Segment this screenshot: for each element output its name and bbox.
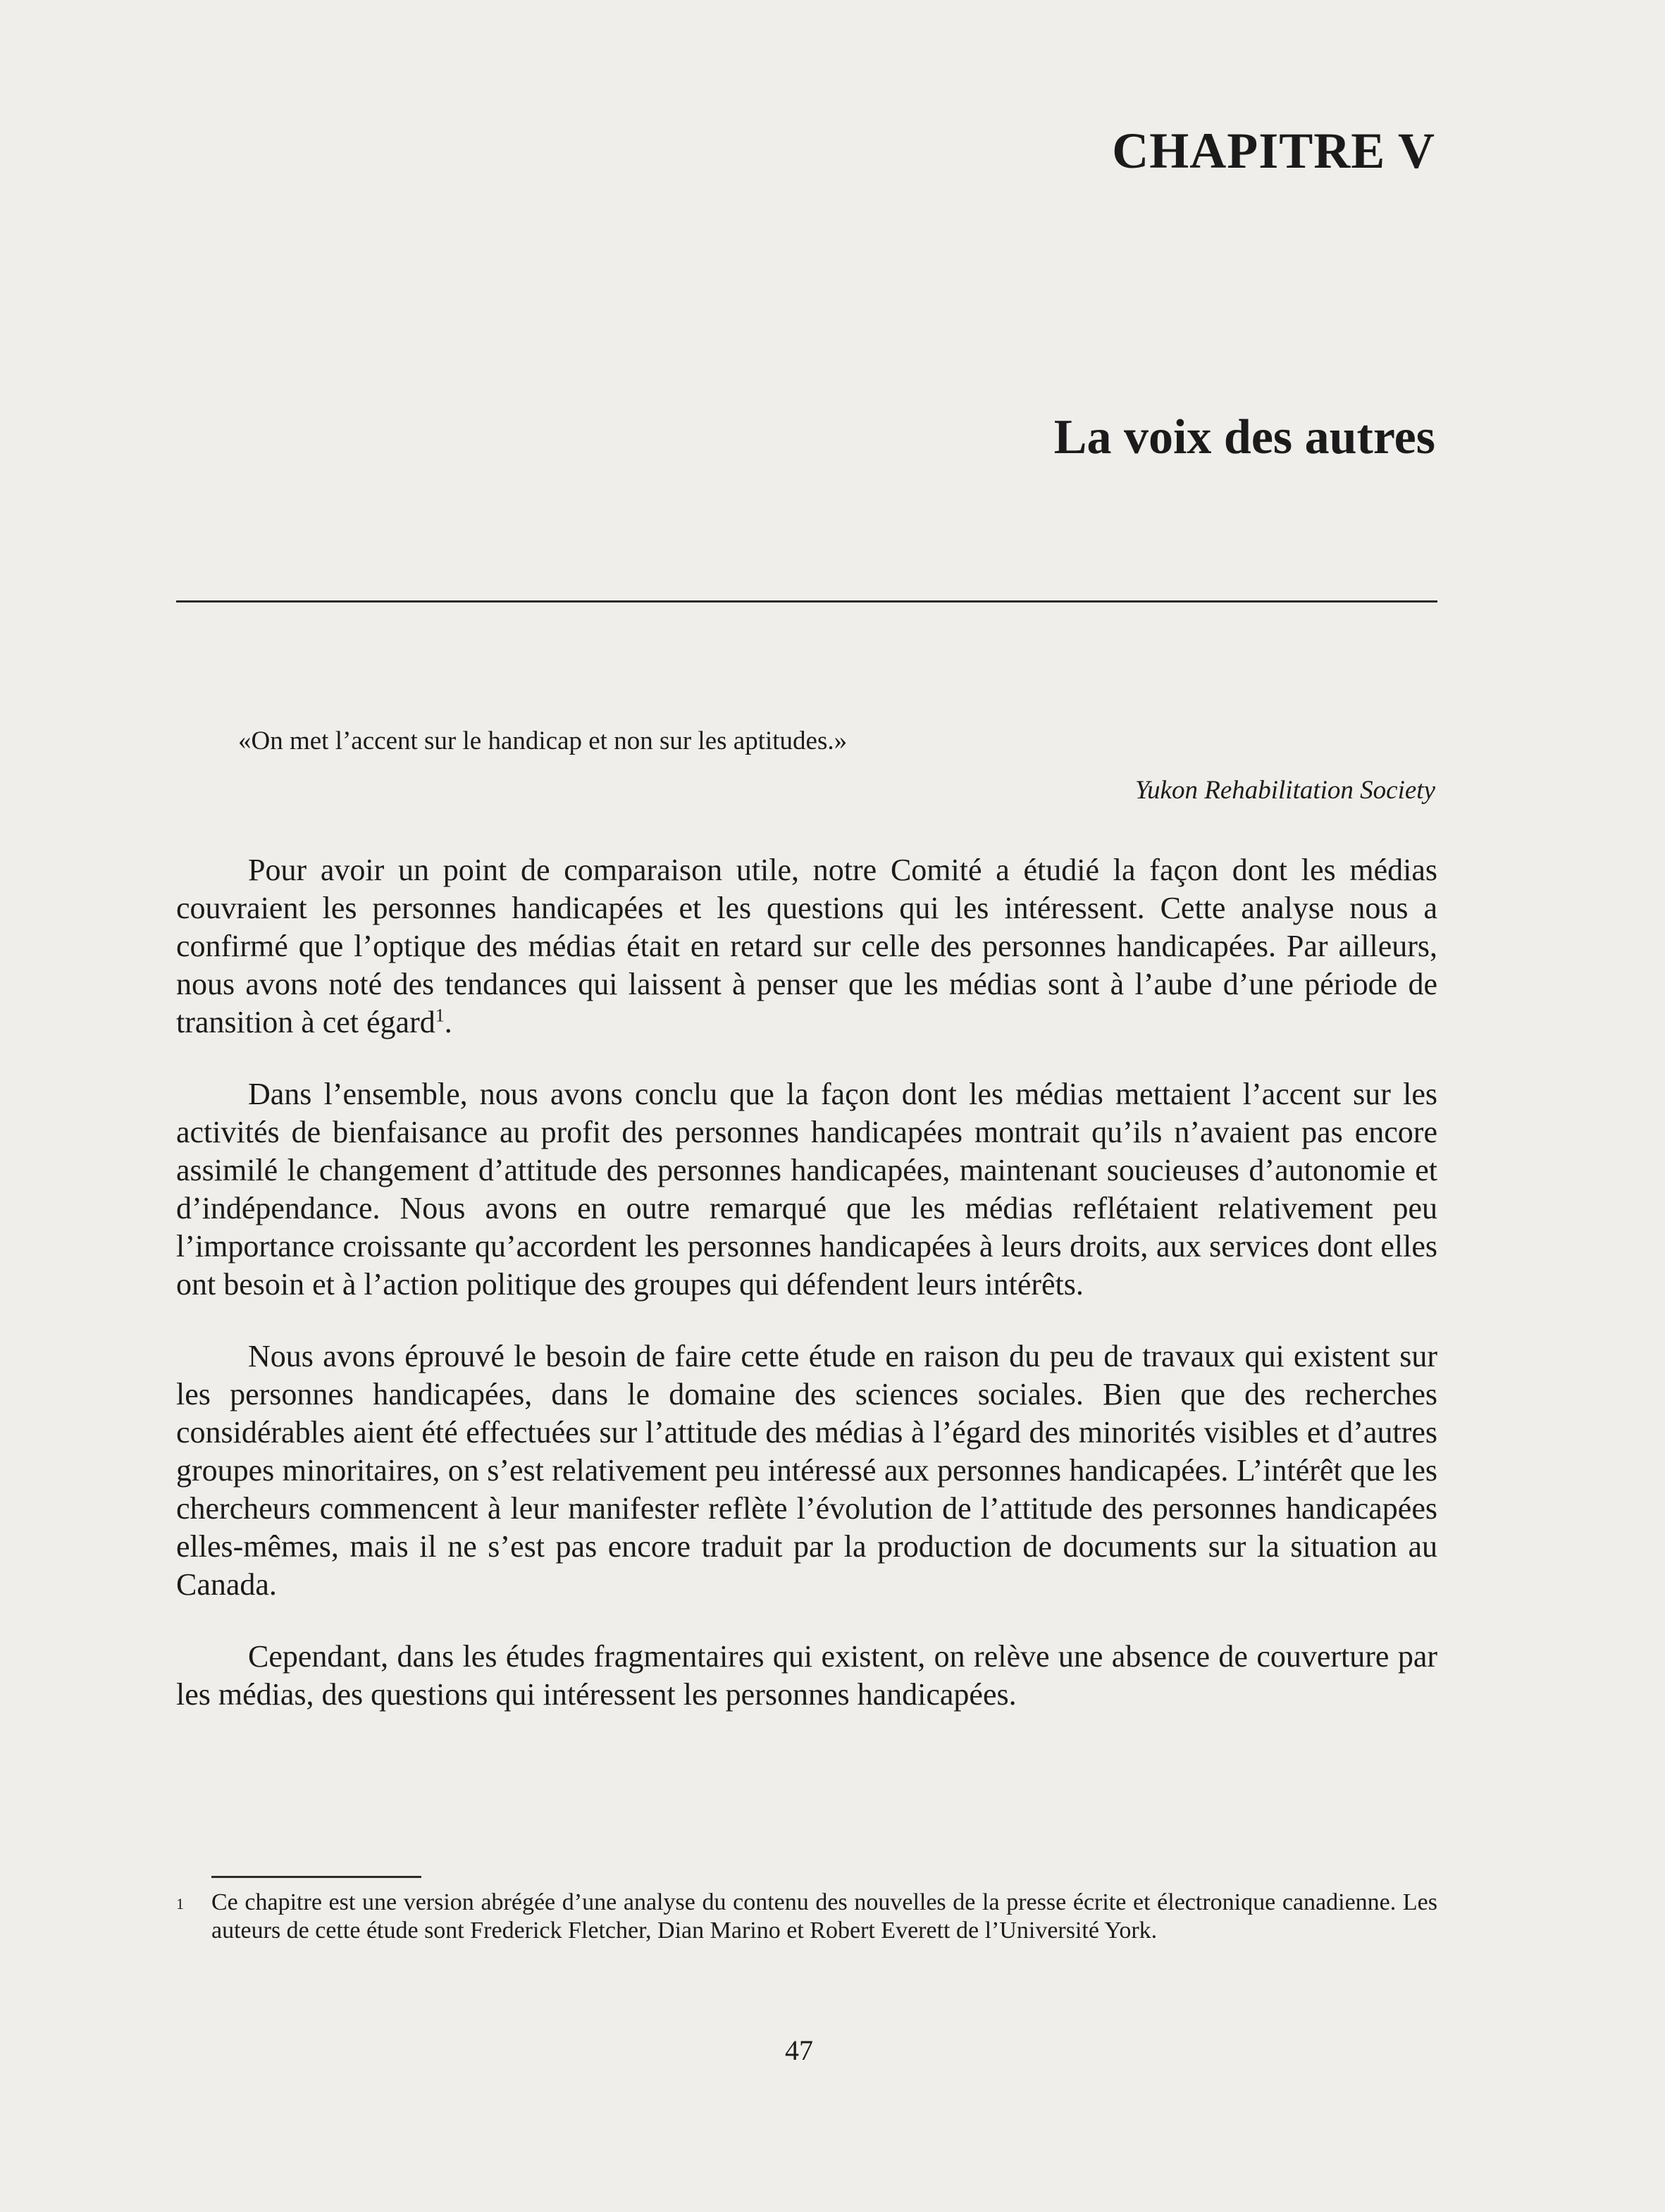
body-text xyxy=(176,851,1437,1748)
paragraph-4: Cependant, dans les études fragmentaires qui existent, on relève une absence de couverture par les médias, des questions qui intéressent les personnes handicapées. xyxy=(176,1639,1437,1712)
paragraph-1-text: Pour avoir un point de comparaison utile, notre Comité a étudié la façon dont les médias couvraient les personnes handicapées et les questions qui les intéressent. Cette analyse nous a confirmé que l’optique des médias était en retard sur celle des personnes handicapées. Par ailleurs, nous avons noté des tendances qui laissent à penser que les médias sont à l’aube d’une période de transition à cet égard xyxy=(176,853,1437,1039)
epigraph-source: Yukon Rehabilitation Society xyxy=(1134,776,1435,805)
chapter-label: CHAPITRE V xyxy=(1112,123,1435,179)
footnote-marker: 1 xyxy=(176,1895,184,1913)
chapter-title: La voix des autres xyxy=(1053,410,1435,464)
footnote-divider xyxy=(211,1876,421,1878)
epigraph-quote: «On met l’accent sur le handicap et non sur les aptitudes.» xyxy=(238,727,848,755)
footnote-reference: 1 xyxy=(435,1005,445,1026)
title-divider xyxy=(176,600,1437,603)
paragraph-1 xyxy=(176,851,1437,1042)
page-number: 47 xyxy=(785,2034,813,2066)
footnote-text: Ce chapitre est une version abrégée d’une analyse du contenu des nouvelles de la presse écrite et électronique canadienne. Les auteurs de cette étude sont Frederick Fletcher, Dian Marino et Robert Everett de l’Université York. xyxy=(211,1889,1437,1944)
footnote xyxy=(176,1889,1437,1945)
paragraph-3: Nous avons éprouvé le besoin de faire cette étude en raison du peu de travaux qui existent sur les personnes handicapées, dans le domaine des sciences sociales. Bien que des recherches considérables aient été effectuées sur l’attitude des médias à l’égard des minorités visibles et d’autres groupes minoritaires, on s’est relativement peu intéressé aux personnes handicapées. L’intérêt que les chercheurs commencent à leur manifester reflète l’évolution de l’attitude des personnes handicapées elles-mêmes, mais il ne s’est pas encore traduit par la production de documents sur la situation au Canada. xyxy=(176,1339,1437,1602)
paragraph-1-end: . xyxy=(444,1005,452,1039)
paragraph-2: Dans l’ensemble, nous avons conclu que la façon dont les médias mettaient l’accent sur les activités de bienfaisance au profit des personnes handicapées montrait qu’ils n’avaient pas encore assimilé le changement d’attitude des personnes handicapées, maintenant soucieuses d’autonomie et d’indépendance. Nous avons en outre remarqué que les médias reflétaient relativement peu l’importance croissante qu’accordent les personnes handicapées à leurs droits, aux services dont elles ont besoin et à l’action politique des groupes qui défendent leurs intérêts. xyxy=(176,1077,1437,1302)
